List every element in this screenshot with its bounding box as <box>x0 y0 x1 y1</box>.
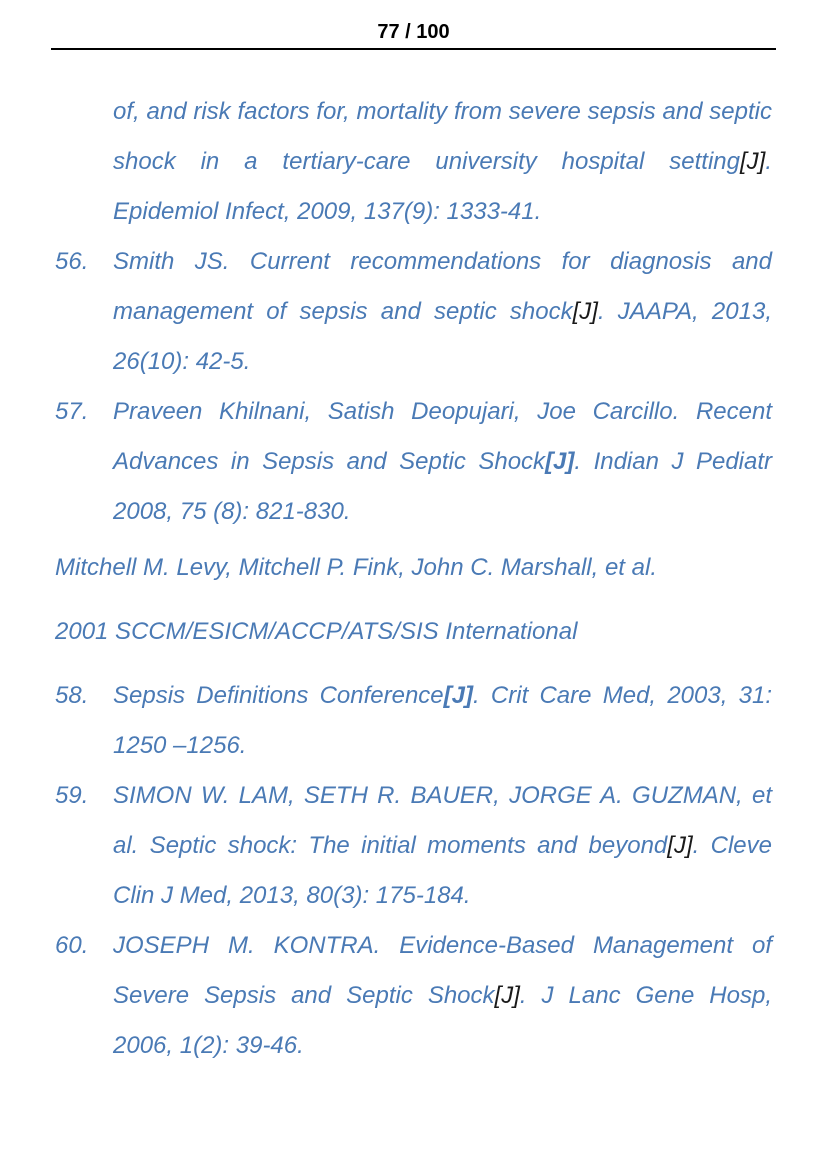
reference-60 <box>55 921 772 1071</box>
reference-text: Praveen Khilnani, Satish Deopujari, Joe Carcillo. Recent Advances in Sepsis and Septic Shock <box>113 398 772 475</box>
reference-source: . JAAPA, 2013, 26(10): 42-5. <box>113 298 772 375</box>
reference-type-tag: [J] <box>667 832 693 859</box>
reference-56 <box>55 237 772 387</box>
reference-number: 57. <box>55 398 89 425</box>
reference-source: . Indian J Pediatr 2008, 75 (8): 821-830. <box>113 448 773 525</box>
reference-type-tag: [J] <box>545 448 575 475</box>
reference-58 <box>55 671 772 771</box>
reference-authors-line: Mitchell M. Levy, Mitchell P. Fink, John C. Marshall, et al. <box>55 554 657 581</box>
reference-source: . Crit Care Med, 2003, 31: 1250 –1256. <box>113 682 772 759</box>
reference-number: 60. <box>55 932 89 959</box>
reference-list <box>55 87 772 1071</box>
reference-type-tag: [J] <box>494 982 520 1009</box>
reference-55-continued <box>55 87 772 237</box>
reference-number: 56. <box>55 248 89 275</box>
reference-57 <box>55 387 772 537</box>
reference-text: Sepsis Definitions Conference <box>113 682 444 709</box>
reference-type-tag: [J] <box>443 682 473 709</box>
reference-59 <box>55 771 772 921</box>
reference-type-tag: [J] <box>739 148 766 175</box>
page-header <box>51 18 776 50</box>
reference-source: . Cleve Clin J Med, 2013, 80(3): 175-184. <box>113 832 772 909</box>
reference-text: Smith JS. Current recommendations for diagnosis and management of sepsis and septic shock <box>113 248 772 325</box>
reference-number: 58. <box>55 682 89 709</box>
reference-text: of, and risk factors for, mortality from severe sepsis and septic shock in a tertiary-care university hospital setting <box>113 98 772 175</box>
reference-text: SIMON W. LAM, SETH R. BAUER, JORGE A. GUZMAN, et al. Septic shock: The initial moments and beyond <box>113 782 772 859</box>
reference-number: 59. <box>55 782 89 809</box>
reference-text: JOSEPH M. KONTRA. Evidence-Based Management of Severe Sepsis and Septic Shock <box>113 932 772 1009</box>
page-number: 77 / 100 <box>377 21 450 43</box>
reference-conference-line: 2001 SCCM/ESICM/ACCP/ATS/SIS International <box>55 618 578 645</box>
reference-source: . Epidemiol Infect, 2009, 137(9): 1333-41. <box>113 148 772 225</box>
reference-source: . J Lanc Gene Hosp, 2006, 1(2): 39-46. <box>113 982 772 1059</box>
reference-type-tag: [J] <box>572 298 598 325</box>
